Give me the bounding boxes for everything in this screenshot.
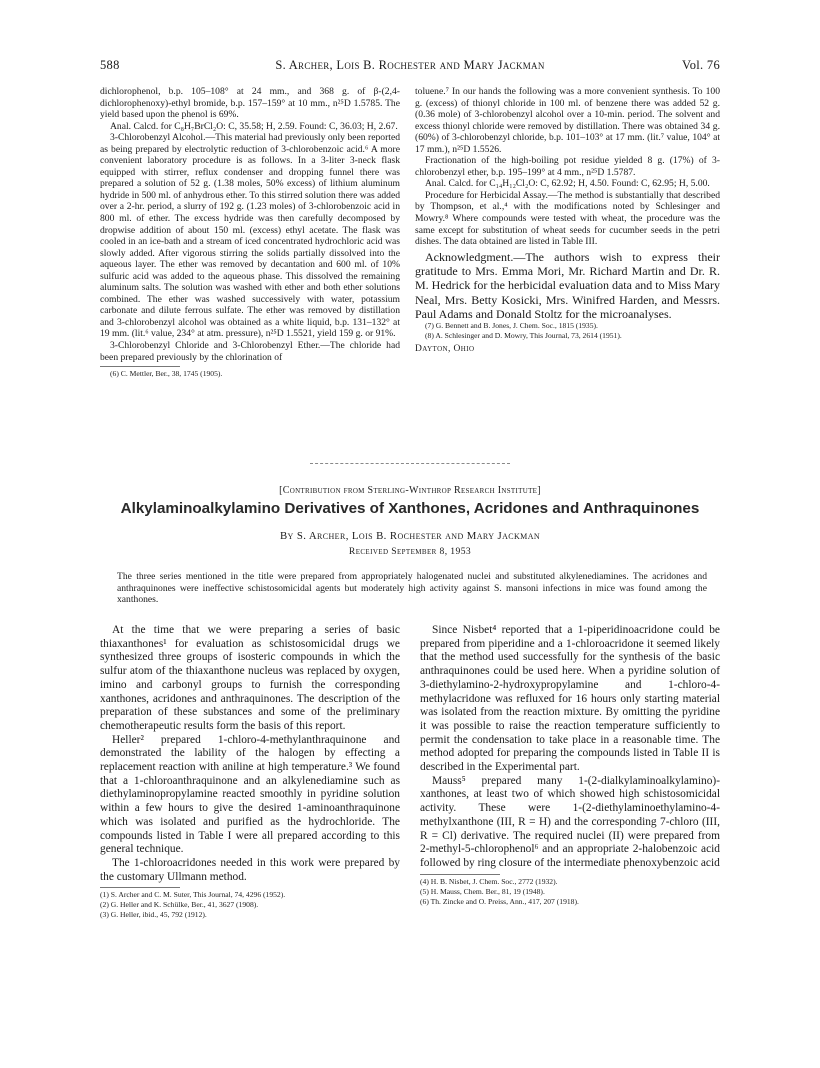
paragraph: toluene.⁷ In our hands the following was a more convenient synthesis. To 100 g. (excess) of thionyl chloride in 100 ml. of benzene there was added 52 g. (0.36 mole) of 3-chlorobenzyl alcohol over a 10-min. period. The solvent and excess thionyl chloride were removed by distillation. There was obtained 34 g. (60%) of 3-chlorobenzyl chloride, b.p. 101–103° at 17 mm. (lit.⁷ value, 104° at 17 mm.), n²⁵D 1.5526. xyxy=(415,86,720,155)
paragraph: Anal. Calcd. for C₈H₇BrCl₂O: C, 35.58; H, 2.59. Found: C, 36.03; H, 2.67. xyxy=(110,120,398,132)
paragraph: 3-Chlorobenzyl Alcohol.—This material had previously only been reported as being prepared by electrolytic reduction of 3-chlorobenzoic acid.⁶ A more convenient laboratory procedure is as follows. In a 3-liter 3-neck flask equipped with stirrer, reflux condenser and dropping funnel there was prepared a solution of 52 g. (1.38 moles, 50% excess) of lithium aluminum hydride in 500 ml. of anhydrous ether. To this stirred solution there was added over a 2-hr. period, a slurry of 192 g. (1.23 moles) of 3-chlorobenzoic acid in 800 ml. of ether. The excess hydride was then carefully decomposed by dropwise addition of about 150 ml. (excess) ethyl acetate. The flask was cooled in an ice-bath and a stream of iced concentrated hydrochloric acid was slowly added. After vigorous stirring the solids partially dissolved into the aqueous layer. The ether was removed by decantation and 600 ml. of 10% sulfuric acid was added to the aqueous phase. This dissolved the remaining aluminum salts. The solution was washed with ether and both ether solutions combined. The ether was washed successively with water, potassium carbonate and dilute ferrous sulfate. The ether was removed by distillation and 3-chlorobenzyl alcohol was obtained as a white liquid, b.p. 131–132° at 19 mm. (lit.⁶ value, 234° at atm. pressure), n²⁵D 1.5521, yield 159 g. or 91%. xyxy=(100,132,400,340)
footnote: (8) A. Schlesinger and D. Mowry, This Journal, 73, 2614 (1951). xyxy=(425,331,622,341)
footnote: (4) H. B. Nisbet, J. Chem. Soc., 2772 (1932). xyxy=(420,876,558,886)
author-address: Dayton, Ohio xyxy=(415,344,475,355)
paragraph: Fractionation of the high-boiling pot residue yielded 8 g. (17%) of 3-chlorobenzyl ether, b.p. 195–199° at 4 mm., n²⁵D 1.5787. xyxy=(415,155,720,178)
paragraph: dichlorophenol, b.p. 105–108° at 24 mm., and 368 g. of β-(2,4-dichlorophenoxy)-ethyl bromide, b.p. 157–159° at 10 mm., n²⁵D 1.5785. The yield based upon the phenol is 69%. xyxy=(100,86,400,121)
running-head-authors: S. Archer, Lois B. Rochester and Mary Jackman xyxy=(275,58,545,72)
article-left-column xyxy=(100,624,400,920)
abstract: The three series mentioned in the title were prepared from appropriately halogenated nuclei and substituted alkylenediamines. The acridones and anthraquinones were ineffective schistosomicidal agents but moderately high activity against S. mansoni infections in mice was found among the xanthones. xyxy=(117,571,707,605)
volume-label: Vol. 76 xyxy=(682,58,720,72)
previous-article-left-column xyxy=(100,86,400,379)
received-date: Received September 8, 1953 xyxy=(348,546,472,557)
footnote-rule xyxy=(100,366,180,367)
footnote: (2) G. Heller and K. Schülke, Ber., 41, 3627 (1908). xyxy=(100,900,259,910)
paragraph: Heller² prepared 1-chloro-4-methylanthraquinone and demonstrated the lability of the halogen by effecting a replacement reaction with aniline at high temperature.³ We found that a 1-chloroanthraquinone and an alkylenediamine such as diethylaminopropylamine reacted smoothly in pyridine solution within a few hours to give the desired 1-aminoanthraquinone which was isolated and purified as the hydrochloride. The compounds listed in Table I were all prepared according to this general technique. xyxy=(100,733,400,856)
paragraph: At the time that we were preparing a series of basic thiaxanthones¹ for evaluation as schistosomicidal drugs we synthesized three groups of isosteric compounds in which the sulfur atom of the thiaxanthone nucleus was replaced by oxygen, imino and carbonyl groups to furnish the corresponding xanthones, acridones and anthraquinones. The description of the preparation of these substances and some of the preliminary chemotherapeutic results form the basis of this report. xyxy=(100,624,400,732)
acknowledgment: Acknowledgment.—The authors wish to express their gratitude to Mrs. Emma Mori, Mr. Richard Martin and Dr. R. M. Hedrick for the herbicidal evaluation data and to Miss Mary Neal, Mrs. Betty Kosicki, Mrs. Winifred Harden, and Messrs. Paul Adams and Donald Stoltz for the microanalyses. xyxy=(415,249,720,321)
footnote: (5) H. Mauss, Chem. Ber., 81, 19 (1948). xyxy=(420,886,545,896)
contribution-line: [Contribution from Sterling-Winthrop Research Institute] xyxy=(279,485,541,496)
paragraph: Since Nisbet⁴ reported that a 1-piperidinoacridone could be prepared from piperidine and a 1-chloroacridone it seemed likely that the method used successfully for the synthesis of the basic anthraquinones could be used here. When a pyridine solution of 3-diethylamino-2-hydroxypropylamine and 1-chloro-4-methylacridone was refluxed for 16 hours only starting material was isolated from the reaction mixture. By omitting the pyridine it was possible to raise the reaction temperature sufficiently to permit the condensation to take place in a reasonable time. The method adopted for preparing the compounds listed in Table II is described in the Experimental part. xyxy=(420,624,720,774)
paragraph: Procedure for Herbicidal Assay.—The method is substantially that described by Thompson, et al.,⁴ with the modifications noted by Schlesinger and Mowry.⁸ Where compounds were tested with wheat, the procedure was the same except for substitution of wheat seeds for cucumber seeds in the petri dishes. The data obtained are listed in Table III. xyxy=(415,189,720,248)
footnote-rule xyxy=(420,874,500,875)
footnote: (7) G. Bennett and B. Jones, J. Chem. Soc., 1815 (1935). xyxy=(425,321,598,331)
article-title: Alkylaminoalkylamino Derivatives of Xanthones, Acridones and Anthraquinones xyxy=(120,500,700,517)
page-number: 588 xyxy=(100,58,120,72)
paragraph: Anal. Calcd. for C₁₄H₁₂Cl₂O: C, 62.92; H, 4.50. Found: C, 62.95; H, 5.00. xyxy=(425,178,710,190)
byline: By S. Archer, Lois B. Rochester and Mary Jackman xyxy=(279,530,541,542)
previous-article-right-column xyxy=(415,86,720,356)
paragraph: Mauss⁵ prepared many 1-(2-dialkylaminoalkylamino)-xanthones, at least two of which showed high schistosomicidal activity. These were 1-(2-diethylaminoethylamino-4-methylxanthone (III, R = H) and the corresponding 7-chloro (III, R = Cl) derivative. The required nuclei (II) were prepared from 2-methyl-5-chlorophenol⁶ and an appropriate 2-halobenzoic acid followed by ring closure of the intermediate phenoxybenzoic acid xyxy=(420,774,720,869)
footnote: (6) C. Mettler, Ber., 38, 1745 (1905). xyxy=(110,369,223,379)
article-right-column xyxy=(420,624,720,907)
footnote: (1) S. Archer and C. M. Suter, This Journal, 74, 4296 (1952). xyxy=(100,890,286,900)
paragraph: The 1-chloroacridones needed in this work were prepared by the customary Ullmann method. xyxy=(100,856,400,883)
article-separator xyxy=(310,463,510,464)
paragraph: 3-Chlorobenzyl Chloride and 3-Chlorobenzyl Ether.—The chloride had been prepared previously by the chlorination of xyxy=(100,340,400,363)
footnote: (6) Th. Zincke and O. Preiss, Ann., 417, 207 (1918). xyxy=(420,896,579,906)
footnote: (3) G. Heller, ibid., 45, 792 (1912). xyxy=(100,910,207,920)
footnote-rule xyxy=(100,887,180,888)
running-head xyxy=(100,58,720,76)
